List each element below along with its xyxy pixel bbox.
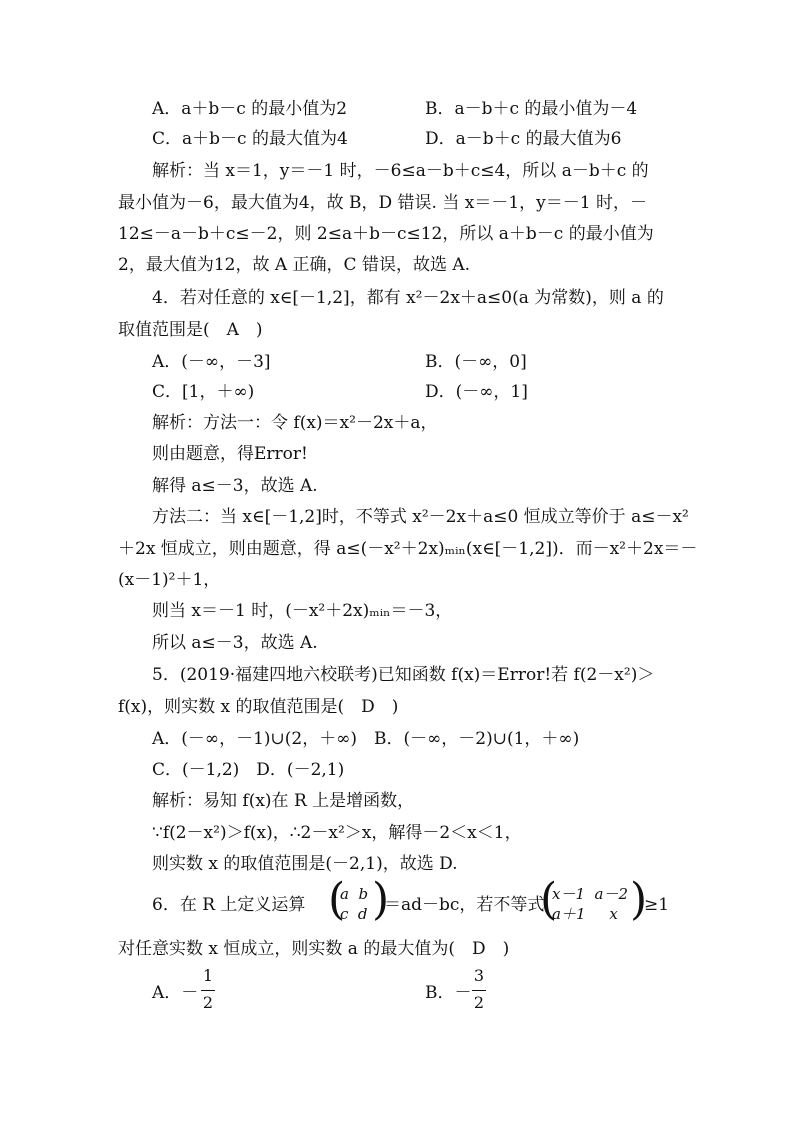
matrix-right-paren: ) [372, 874, 390, 925]
q3-solution-line: 2，最大值为12，故 A 正确，C 错误，故选 A. [118, 255, 471, 275]
q5-solution-line: ∵f(2－x²)＞f(x)，∴2－x²＞x，解得－2＜x＜1， [152, 823, 522, 843]
q3-option-c: C．a＋b－c 的最大值为4 [152, 129, 348, 149]
q5-question-line: f(x)，则实数 x 的取值范围是( D ) [118, 697, 399, 717]
matrix-left-paren: ( [328, 874, 346, 925]
q4-solution-line: 解析：方法一：令 f(x)＝x²－2x＋a， [152, 413, 438, 433]
q4-solution-line: 则当 x＝－1 时，(－x²＋2x)ₘᵢₙ＝－3， [152, 601, 453, 621]
matrix-ab-row: a b [340, 885, 369, 903]
q6-option-a: A．－ [152, 983, 199, 1003]
frac-a-denominator: 2 [202, 993, 214, 1012]
q4-solution-line: (x－1)²＋1， [118, 570, 221, 590]
q6-question-mid: ＝ad－bc，若不等式 [384, 895, 545, 915]
frac-a-numerator: 1 [202, 966, 214, 985]
q5-question-line: 5．(2019·福建四地六校联考)已知函数 f(x)＝Error!若 f(2－x²)＞ [152, 665, 655, 685]
q3-solution-line: 最小值为－6，最大值为4，故 B，D 错误. 当 x＝－1，y＝－1 时，－ [118, 193, 647, 213]
frac-a-bar [201, 990, 215, 991]
q3-option-b: B．a－b＋c 的最小值为－4 [425, 99, 638, 119]
matrix-cd-row: c d [340, 905, 368, 923]
q3-option-d: D．a－b＋c 的最大值为6 [425, 129, 622, 149]
q3-solution-line: 12≤－a－b＋c≤－2，则 2≤a＋b－c≤12，所以 a＋b－c 的最小值为 [118, 224, 654, 244]
q4-solution-line: 则由题意，得Error! [152, 444, 308, 464]
frac-b-denominator: 2 [473, 993, 485, 1012]
q5-solution-line: 解析：易知 f(x)在 R 上是增函数， [152, 791, 415, 811]
matrix2-row2: a＋1 x [552, 905, 618, 923]
q3-solution-line: 解析：当 x＝1，y＝－1 时，－6≤a－b＋c≤4，所以 a－b＋c 的 [152, 161, 649, 181]
frac-b-numerator: 3 [473, 966, 485, 985]
q4-solution-line: 方法二：当 x∈[－1,2]时，不等式 x²－2x＋a≤0 恒成立等价于 a≤－x² [152, 507, 689, 527]
matrix2-left-paren: ( [540, 874, 558, 925]
q4-question-line: 4．若对任意的 x∈[－1,2]，都有 x²－2x＋a≤0(a 为常数)，则 a 的 [152, 288, 664, 308]
q6-question-line: 对任意实数 x 恒成立，则实数 a 的最大值为( D ) [118, 939, 510, 959]
q4-solution-line: ＋2x 恒成立，则由题意，得 a≤(－x²＋2x)ₘᵢₙ(x∈[－1,2])．而－x²＋2x＝－ [118, 539, 698, 559]
frac-b-bar [472, 990, 486, 991]
q5-options-ab: A．(－∞，－1)∪(2，＋∞) B．(－∞，－2)∪(1，＋∞) [152, 729, 580, 749]
q4-option-a: A．(－∞，－3] [152, 352, 271, 372]
matrix2-row1: x－1 a－2 [552, 885, 629, 903]
q3-option-a: A．a＋b－c 的最小值为2 [152, 99, 348, 119]
q6-question-start: 6．在 R 上定义运算 [152, 895, 306, 915]
q4-solution-line: 所以 a≤－3，故选 A. [152, 633, 318, 653]
q4-option-c: C．[1，＋∞) [152, 382, 255, 402]
q4-option-b: B．(－∞，0] [425, 352, 527, 372]
q6-question-end: ≥1 [644, 895, 670, 915]
q4-solution-line: 解得 a≤－3，故选 A. [152, 476, 318, 496]
q4-question-line: 取值范围是( A ) [118, 320, 263, 340]
q5-solution-line: 则实数 x 的取值范围是(－2,1)，故选 D. [152, 854, 458, 874]
q4-option-d: D．(－∞，1] [425, 382, 528, 402]
q5-options-cd: C．(－1,2) D．(－2,1) [152, 760, 345, 780]
matrix2-right-paren: ) [630, 874, 648, 925]
q6-option-b: B．－ [425, 983, 472, 1003]
